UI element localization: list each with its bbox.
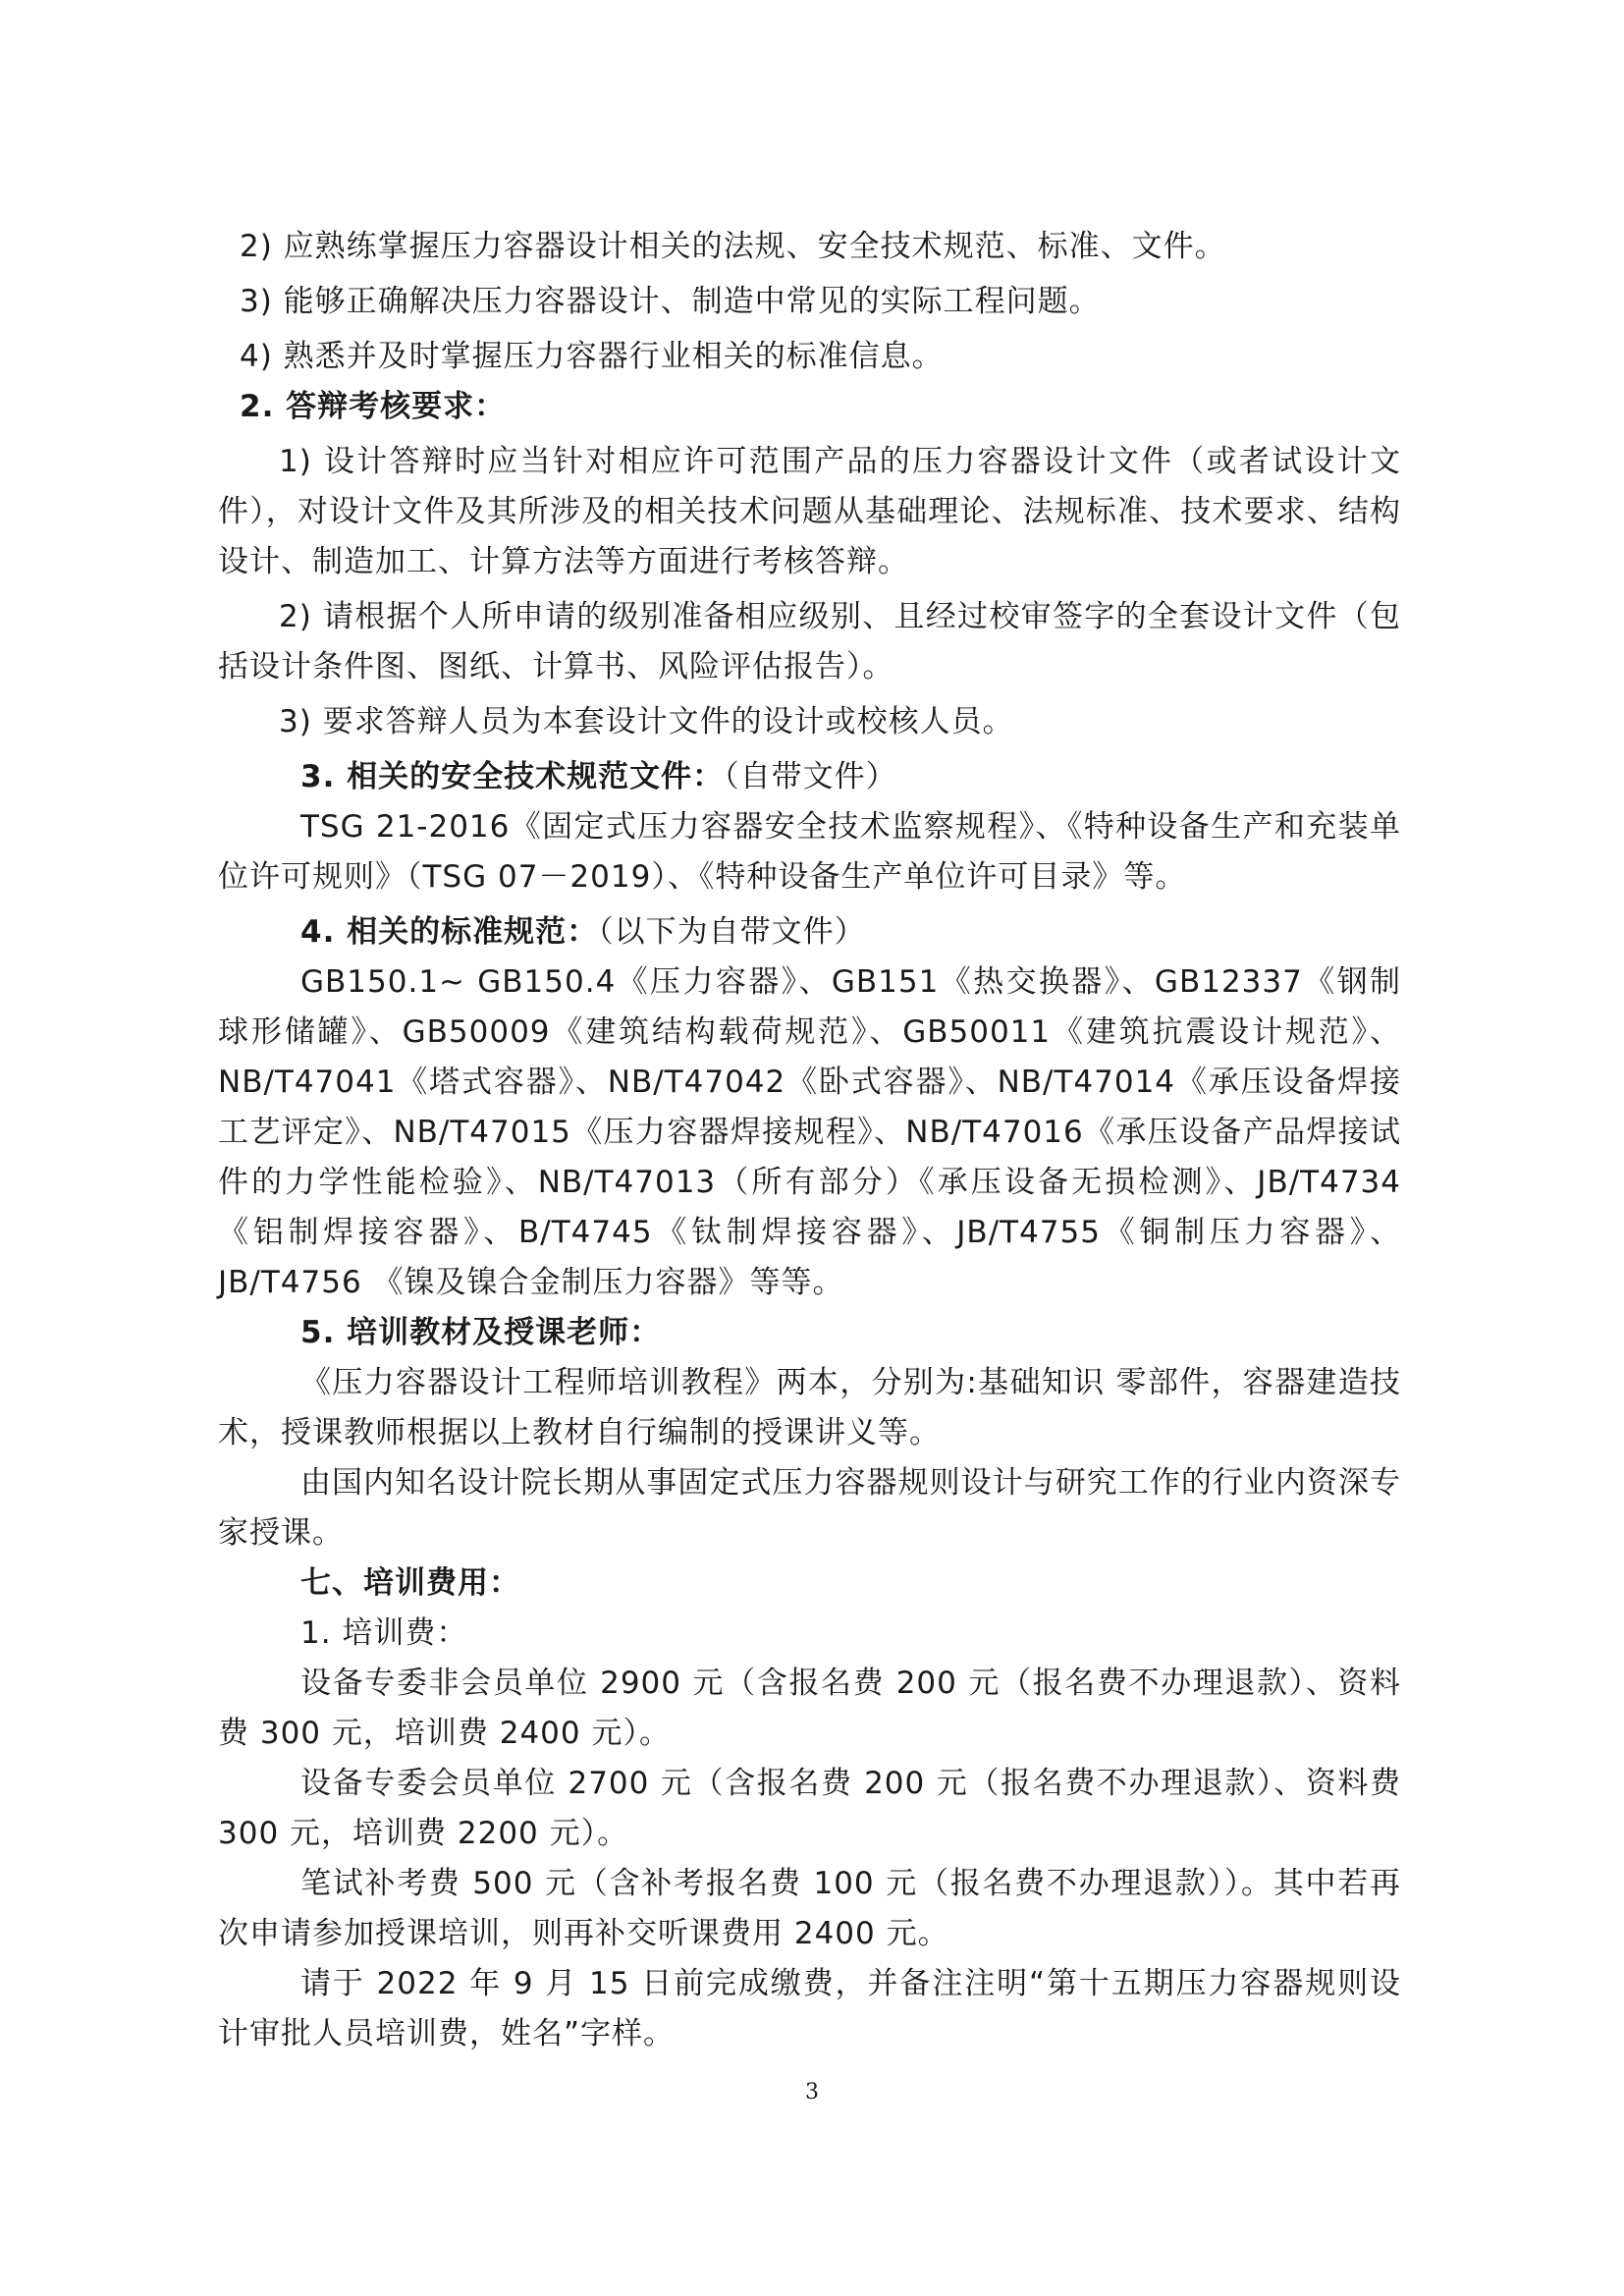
section-heading-standards-note: （以下为自带文件） bbox=[598, 914, 866, 950]
section-heading-standards-title: 4. 相关的标准规范： bbox=[300, 914, 599, 950]
section-heading-safety-title: 3. 相关的安全技术规范文件： bbox=[300, 759, 725, 794]
requirement-item-2: 2) 应熟练掌握压力容器设计相关的法规、安全技术规范、标准、文件。 bbox=[240, 229, 1226, 264]
section-heading-safety bbox=[218, 752, 1401, 802]
requirement-item-4: 4) 熟悉并及时掌握压力容器行业相关的标准信息。 bbox=[240, 339, 944, 374]
page-number: 3 bbox=[805, 2080, 819, 2105]
standards-list-text: GB150.1~ GB150.4《压力容器》、GB151《热交换器》、GB12337《钢制球形储罐》、GB50009《建筑结构载荷规范》、GB50011《建筑抗震设计规范》、NB/T47041《塔式容器》、NB/T47042《卧式容器》、NB/T47014《承压设备焊接工艺评定》、NB/T47015《压力容器焊接规程》、NB/T47016《承压设备产品焊接试件的力学性能检验》、NB/T47013（所有部分）《承压设备无损检测》、JB/T4734《铝制焊接容器》、B/T4745《钛制焊接容器》、JB/T4755《铜制压力容器》、JB/T4756 《镍及镍合金制压力容器》等等。 bbox=[218, 964, 1401, 1300]
requirement-item-3: 3) 能够正确解决压力容器设计、制造中常见的实际工程问题。 bbox=[240, 284, 1101, 319]
defense-item-3: 3) 要求答辩人员为本套设计文件的设计或校核人员。 bbox=[279, 704, 1014, 739]
fee-retake-text: 笔试补考费 500 元（含补考报名费 100 元（报名费不办理退款））。其中若再次申请参加授课培训，则再补交听课费用 2400 元。 bbox=[218, 1866, 1401, 1951]
fee-member-text: 设备专委会员单位 2700 元（含报名费 200 元（报名费不办理退款）、资料费 300 元，培训费 2200 元）。 bbox=[218, 1766, 1401, 1851]
fee-nonmember-text: 设备专委非会员单位 2900 元（含报名费 200 元（报名费不办理退款）、资料费 300 元，培训费 2400 元）。 bbox=[218, 1666, 1401, 1751]
section-heading-materials: 5. 培训教材及授课老师： bbox=[300, 1315, 662, 1350]
section-heading-fees: 七、培训费用： bbox=[300, 1565, 520, 1601]
teachers-text: 由国内知名设计院长期从事固定式压力容器规则设计与研究工作的行业内资深专家授课。 bbox=[218, 1465, 1401, 1551]
section-heading-defense: 2. 答辩考核要求： bbox=[240, 389, 507, 424]
section-heading-standards bbox=[218, 907, 1401, 957]
materials-text: 《压力容器设计工程师培训教程》两本，分别为:基础知识 零部件，容器建造技术，授课教师根据以上教材自行编制的授课讲义等。 bbox=[218, 1365, 1401, 1450]
document-body bbox=[218, 222, 1401, 2059]
defense-item-2: 2) 请根据个人所申请的级别准备相应级别、且经过校审签字的全套设计文件（包括设计条件图、图纸、计算书、风险评估报告）。 bbox=[218, 599, 1401, 684]
fee-deadline-text: 请于 2022 年 9 月 15 日前完成缴费，并备注注明“第十五期压力容器规则设计审批人员培训费，姓名”字样。 bbox=[218, 1966, 1401, 2051]
defense-item-1: 1) 设计答辩时应当针对相应许可范围产品的压力容器设计文件（或者试设计文件），对设计文件及其所涉及的相关技术问题从基础理论、法规标准、技术要求、结构设计、制造加工、计算方法等方面进行考核答辩。 bbox=[218, 444, 1401, 579]
section-heading-safety-note: （自带文件） bbox=[724, 759, 897, 794]
fee-subheading: 1. 培训费： bbox=[300, 1615, 468, 1651]
safety-regulations-text: TSG 21-2016《固定式压力容器安全技术监察规程》、《特种设备生产和充装单位许可规则》（TSG 07－2019）、《特种设备生产单位许可目录》等。 bbox=[218, 809, 1401, 895]
